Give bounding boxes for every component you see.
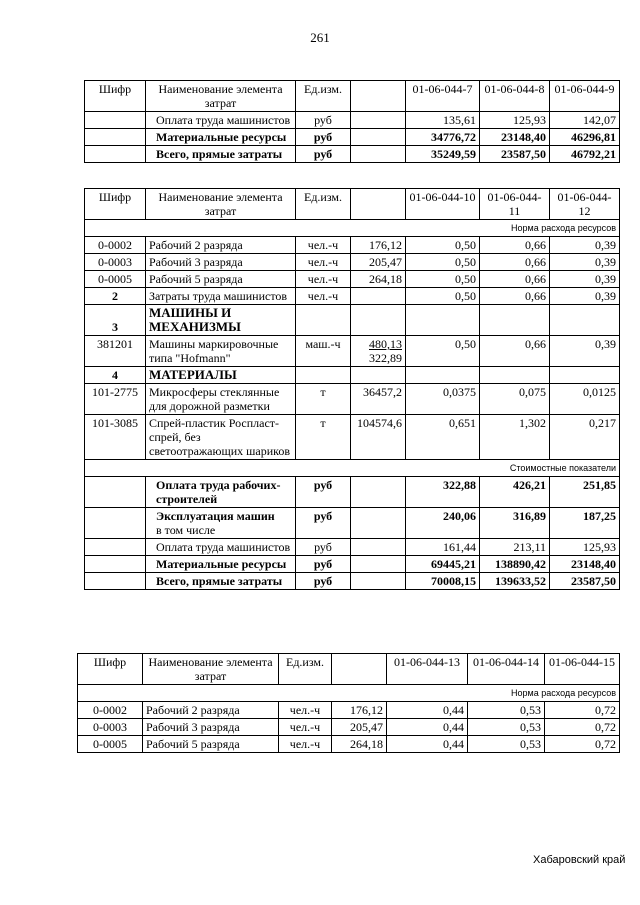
header-price [351, 189, 406, 220]
header-code: Шифр [85, 189, 146, 220]
header-name: Наименование элемента затрат [146, 189, 296, 220]
table-row: 0-0002 Рабочий 2 разряда чел.-ч 176,12 0,50 0,66 0,39 [85, 237, 620, 254]
header-col-1: 01-06-044-7 [406, 81, 480, 112]
cost-label: Стоимостные показатели [85, 460, 620, 477]
table-row: 101-3085 Спрей-пластик Роспласт-спрей, без светоотражающих шариков т 104574,6 0,651 1,302 0,217 [85, 415, 620, 460]
cost-label-row [85, 460, 620, 477]
table-row: 2 Затраты труда машинистов чел.-ч 0,50 0,66 0,39 [85, 288, 620, 305]
norm-label: Норма расхода ресурсов [85, 220, 620, 237]
header-col-1: 01-06-044-10 [406, 189, 480, 220]
header-price [332, 654, 387, 685]
table-row: 0-0003 Рабочий 3 разряда чел.-ч 205,47 0,50 0,66 0,39 [85, 254, 620, 271]
header-col-1: 01-06-044-13 [387, 654, 468, 685]
table-row: 0-0002 Рабочий 2 разряда чел.-ч 176,12 0,44 0,53 0,72 [78, 702, 620, 719]
header-name: Наименование элемента затрат [143, 654, 279, 685]
cost-table-1 [84, 80, 620, 163]
header-col-2: 01-06-044-11 [480, 189, 550, 220]
header-unit: Ед.изм. [279, 654, 332, 685]
header-price [351, 81, 406, 112]
footer-region: Хабаровский край [533, 854, 626, 866]
header-col-3: 01-06-044-15 [545, 654, 620, 685]
header-code: Шифр [78, 654, 143, 685]
table-row: Всего, прямые затраты руб 70008,15 139633,52 23587,50 [85, 573, 620, 590]
table-row: Эксплуатация машин в том числе руб 240,06 316,89 187,25 [85, 508, 620, 539]
table-header-row [85, 189, 620, 220]
header-code: Шифр [85, 81, 146, 112]
norm-label-row [85, 220, 620, 237]
cost-table-3 [77, 653, 620, 753]
header-col-3: 01-06-044-12 [550, 189, 620, 220]
table-row: Материальные ресурсы руб 69445,21 138890,42 23148,40 [85, 556, 620, 573]
cost-table-2 [84, 188, 620, 590]
table-row: 381201 Машины маркировочные типа "Hofmann" маш.-ч 480,13 322,89 0,50 0,66 0,39 [85, 336, 620, 367]
table-row: 101-2775 Микросферы стеклянные для дорожной разметки т 36457,2 0,0375 0,075 0,0125 [85, 384, 620, 415]
norm-label: Норма расхода ресурсов [78, 685, 620, 702]
header-unit: Ед.изм. [296, 189, 351, 220]
table-row: Материальные ресурсы руб 34776,72 23148,40 46296,81 [85, 129, 620, 146]
table-row: 0-0003 Рабочий 3 разряда чел.-ч 205,47 0,44 0,53 0,72 [78, 719, 620, 736]
header-unit: Ед.изм. [296, 81, 351, 112]
header-name: Наименование элемента затрат [146, 81, 296, 112]
table-row: Оплата труда машинистов руб 161,44 213,11 125,93 [85, 539, 620, 556]
header-col-2: 01-06-044-14 [468, 654, 545, 685]
section-materials-row: 4 МАТЕРИАЛЫ [85, 367, 620, 384]
table-header-row [85, 81, 620, 112]
page-number: 261 [310, 30, 330, 45]
table-row: Всего, прямые затраты руб 35249,59 23587,50 46792,21 [85, 146, 620, 163]
table-row: Оплата труда рабочих-строителей руб 322,88 426,21 251,85 [85, 477, 620, 508]
section-machines-row: 3 МАШИНЫ И МЕХАНИЗМЫ [85, 305, 620, 336]
table-row: 0-0005 Рабочий 5 разряда чел.-ч 264,18 0,44 0,53 0,72 [78, 736, 620, 753]
header-col-3: 01-06-044-9 [550, 81, 620, 112]
table-row: Оплата труда машинистов руб 135,61 125,93 142,07 [85, 112, 620, 129]
norm-label-row [78, 685, 620, 702]
table-header-row [78, 654, 620, 685]
table-row: 0-0005 Рабочий 5 разряда чел.-ч 264,18 0,50 0,66 0,39 [85, 271, 620, 288]
header-col-2: 01-06-044-8 [480, 81, 550, 112]
